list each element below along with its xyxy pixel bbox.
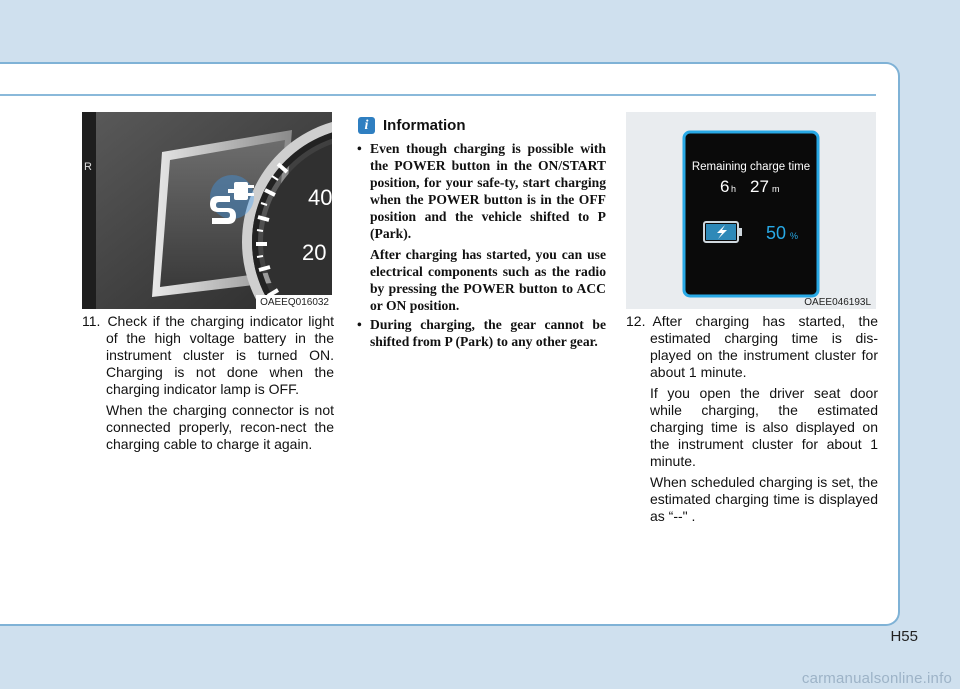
information-title: Information: [383, 116, 466, 134]
charge-time-display-illustration: [626, 112, 876, 309]
minutes-unit: m: [772, 184, 780, 194]
header-rule: [0, 94, 876, 96]
bullet-text: • During charging, the gear cannot be shifted from P (Park) to any other gear.: [370, 317, 606, 349]
hours-unit: h: [731, 184, 737, 194]
gauge-label-20: 20: [302, 240, 327, 265]
left-column: [82, 112, 334, 453]
scheduled-charging-note: When scheduled charging is set, the estimated charging time is displayed as “--" .: [650, 474, 878, 524]
minutes-value: 27: [750, 177, 769, 196]
bullet-text: • Even though charging is possible with the POWER button in the ON/START position, for your safe-ty, start charging when the POWER button is in the OFF position and the vehicle shifted to P (Park).: [370, 141, 606, 241]
bullet-continuation: After charging has started, you can use electrical components such as the radio by pressing the POWER button to ACC or ON position.: [370, 247, 606, 313]
list-item: [356, 316, 606, 350]
cluster-gauge-illustration: [82, 112, 332, 309]
page-left-margin: [0, 64, 20, 622]
gauge-edge-label: R: [84, 161, 92, 173]
step-11-note: When the charging connector is not connected properly, recon-nect the charging cable to charge it again.: [106, 402, 334, 452]
battery-percent-value: 50: [766, 223, 787, 243]
hours-value: 6: [720, 177, 730, 196]
door-open-note: If you open the driver seat door while charging, the estimated charging time is also displayed on the instrument cluster for about 1 minute.: [650, 385, 878, 469]
info-icon: i: [358, 117, 375, 134]
step-text: After charging has started, the estimated charging time is dis-played on the instrument cluster for about 1 minute.: [650, 313, 878, 380]
right-column: [626, 112, 878, 525]
step-number: 11.: [82, 313, 101, 329]
figure-caption: OAEE046193L: [804, 297, 871, 308]
step-12: [626, 313, 878, 381]
list-item: [356, 140, 606, 314]
battery-percent-unit: %: [790, 231, 799, 241]
information-list: [356, 140, 606, 350]
step-number: 12.: [626, 313, 646, 329]
step-text: Check if the charging indicator light of the high voltage battery in the instrument cluster is turned ON. Charging is not done when the charging indicator lamp is OFF.: [106, 313, 334, 397]
cluster-charging-indicator-figure: [82, 112, 332, 309]
step-11: [82, 313, 334, 398]
figure-caption: OAEEQ016032: [256, 295, 332, 309]
page-number: H55: [890, 628, 918, 645]
watermark: carmanualsonline.info: [801, 670, 952, 687]
gauge-label-40: 40: [308, 185, 332, 210]
information-header: [356, 112, 606, 138]
display-title: Remaining charge time: [691, 161, 811, 173]
information-box: [356, 112, 606, 352]
remaining-charge-time-figure: [626, 112, 876, 309]
